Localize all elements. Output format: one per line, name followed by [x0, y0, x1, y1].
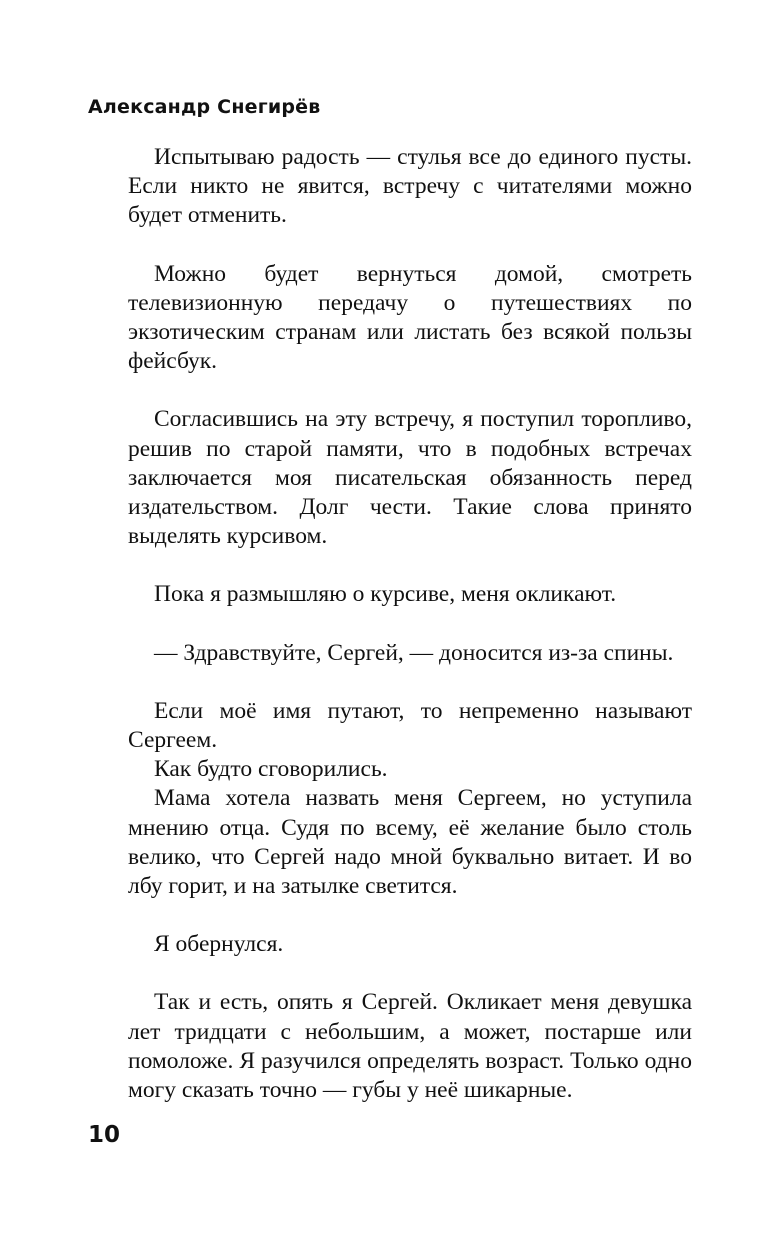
- paragraph-9: Я обернулся.: [154, 931, 284, 958]
- paragraph-4: Пока я размышляю о курсиве, меня окликают.: [154, 581, 617, 608]
- paragraph-7: Как будто сговорились.: [154, 756, 388, 783]
- page-number: 10: [88, 1122, 121, 1148]
- paragraph-6: Если моё имя путают, то непременно называют Сергеем.: [128, 697, 692, 754]
- running-head-author: Александр Снегирёв: [88, 96, 321, 118]
- paragraph-2: Можно будет вернуться домой, смотреть телевизионную передачу о путешествиях по экзотическим странам или листать без всякой пользы фейсбук.: [128, 260, 692, 375]
- paragraph-1: Испытываю радость — стулья все до единого пусты. Если никто не явится, встречу с читателями можно будет отменить.: [128, 144, 692, 229]
- paragraph-3: Согласившись на эту встречу, я поступил торопливо, решив по старой памяти, что в подобных встречах заключается моя писательская обязанность перед издательством. Долг чести. Такие слова принято выделять курсивом.: [128, 406, 692, 550]
- paragraph-5-dialogue: — Здравствуйте, Сергей, — доносится из-за спины.: [154, 639, 674, 666]
- paragraph-8: Мама хотела назвать меня Сергеем, но уступила мнению отца. Судя по всему, её желание было столь велико, что Сергей надо мной буквально витает. И во лбу горит, и на затылке светится.: [128, 785, 692, 900]
- paragraph-10: Так и есть, опять я Сергей. Окликает меня девушка лет тридцати с небольшим, а может, постарше или помоложе. Я разучился определять возраст. Только одно могу сказать точно — губы у неё шикарные.: [128, 989, 692, 1104]
- body-text: [128, 143, 692, 1105]
